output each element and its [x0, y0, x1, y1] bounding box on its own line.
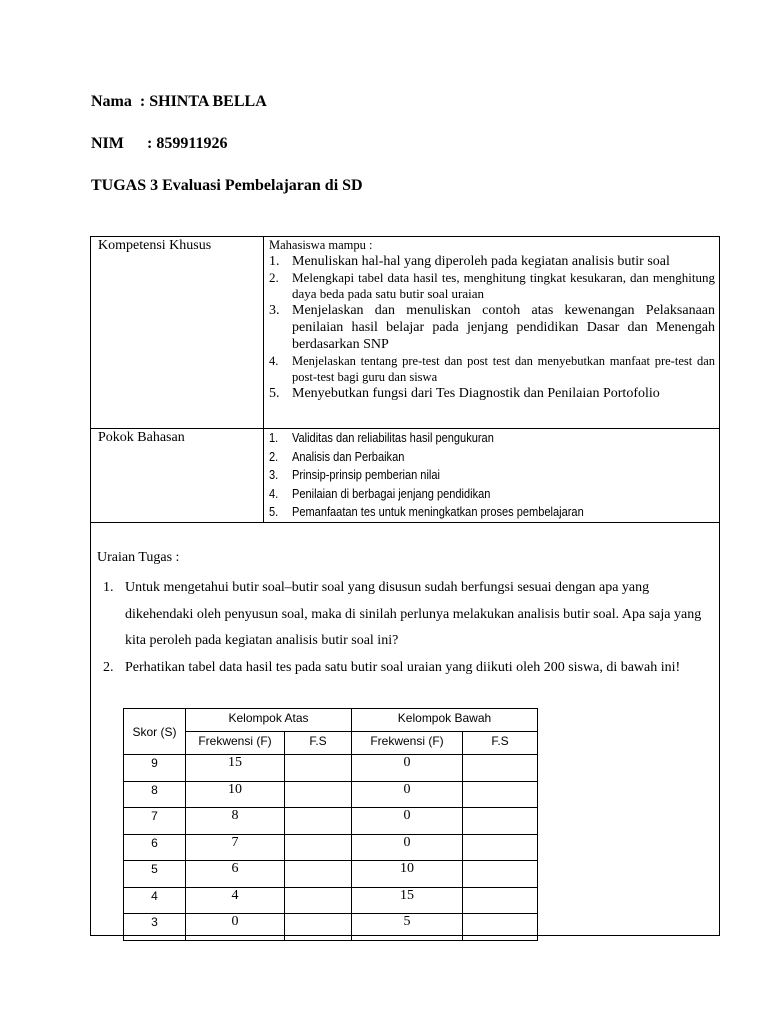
assignment-title: TUGAS 3 Evaluasi Pembelajaran di SD: [91, 177, 363, 194]
frekwensi-bawah-cell: 10: [352, 861, 463, 888]
frekwensi-bawah-cell: 0: [352, 781, 463, 808]
fs-atas-cell: [285, 808, 352, 835]
skor-header: Skor (S): [124, 709, 186, 755]
table-header-row: [124, 709, 538, 732]
frekwensi-atas-cell: 0: [186, 914, 285, 941]
table-row: [124, 781, 538, 808]
fs-bawah-cell: [463, 887, 538, 914]
uraian-list: [97, 575, 715, 682]
fs-bawah-cell: [463, 808, 538, 835]
kompetensi-row: [91, 237, 719, 429]
frekwensi-atas-cell: 6: [186, 861, 285, 888]
frekwensi-bawah-cell: 0: [352, 808, 463, 835]
name-label: Nama: [91, 93, 132, 110]
table-row: [124, 808, 538, 835]
pokok-row: [91, 429, 719, 523]
skor-cell: 8: [124, 781, 186, 808]
nim-value: : 859911926: [147, 135, 228, 152]
fs-bawah-cell: [463, 781, 538, 808]
score-table: [123, 708, 538, 941]
kompetensi-list: [269, 253, 715, 402]
table-row: [124, 755, 538, 782]
fs-bawah-cell: [463, 861, 538, 888]
fs-atas-cell: [285, 781, 352, 808]
fs-bawah-cell: [463, 914, 538, 941]
fs-atas-cell: [285, 861, 352, 888]
list-item: 1. Validitas dan reliabilitas hasil pengukuran: [269, 430, 494, 445]
uraian-tugas: [97, 548, 715, 682]
frekwensi-atas-cell: 4: [186, 887, 285, 914]
frekwensi-atas-cell: 7: [186, 834, 285, 861]
fs-bawah-cell: [463, 834, 538, 861]
list-item: 3. Prinsip-prinsip pemberian nilai: [269, 467, 440, 483]
kompetensi-label: Kompetensi Khusus: [98, 238, 212, 253]
frekwensi-atas-cell: 15: [186, 755, 285, 782]
frekwensi-atas-cell: 10: [186, 781, 285, 808]
list-item: 1. Menuliskan hal-hal yang diperoleh pada kegiatan analisis butir soal: [269, 254, 670, 269]
fs-bawah-cell: [463, 755, 538, 782]
skor-cell: 5: [124, 861, 186, 888]
kelompok-bawah-header: Kelompok Bawah: [352, 709, 538, 732]
table-row: [124, 914, 538, 941]
name-line: [91, 93, 267, 111]
name-value: : SHINTA BELLA: [139, 93, 267, 110]
table-row: [124, 887, 538, 914]
nim-line: [91, 135, 227, 153]
nim-label: NIM: [91, 135, 124, 152]
pokok-list: [269, 429, 648, 522]
fs-bawah-header: F.S: [463, 732, 538, 755]
list-item: 2. Analisis dan Perbaikan: [269, 448, 405, 464]
table-subheader-row: [124, 732, 538, 755]
fs-atas-cell: [285, 755, 352, 782]
pokok-label: Pokok Bahasan: [98, 430, 185, 445]
fs-atas-cell: [285, 887, 352, 914]
fs-atas-cell: [285, 914, 352, 941]
skor-cell: 3: [124, 914, 186, 941]
skor-cell: 9: [124, 755, 186, 782]
column-divider: [263, 429, 264, 522]
frekwensi-bawah-cell: 5: [352, 914, 463, 941]
skor-cell: 6: [124, 834, 186, 861]
frekwensi-bawah-header: Frekwensi (F): [352, 732, 463, 755]
list-item: 5. Menyebutkan fungsi dari Tes Diagnostik dan Penilaian Portofolio: [269, 386, 660, 401]
list-item: 2. Perhatikan tabel data hasil tes pada satu butir soal uraian yang diikuti oleh 200 siswa, di bawah ini!: [103, 660, 681, 676]
list-item: 4. Penilaian di berbagai jenjang pendidikan: [269, 485, 491, 501]
table-row: [124, 834, 538, 861]
list-item: 4. Menjelaskan tentang pre-test dan post test dan menyebutkan manfaat pre-test dan post-test bagi guru dan siswa: [269, 354, 715, 384]
fs-atas-cell: [285, 834, 352, 861]
list-item: 2. Melengkapi tabel data hasil tes, menghitung tingkat kesukaran, dan menghitung daya beda pada satu butir soal uraian: [269, 270, 715, 301]
table-row: [124, 861, 538, 888]
skor-cell: 4: [124, 887, 186, 914]
frekwensi-bawah-cell: 15: [352, 887, 463, 914]
frekwensi-atas-header: Frekwensi (F): [186, 732, 285, 755]
fs-atas-header: F.S: [285, 732, 352, 755]
frekwensi-bawah-cell: 0: [352, 834, 463, 861]
list-item: 3. Menjelaskan dan menuliskan contoh atas kewenangan Pelaksanaan penilaian hasil belajar pada jenjang pendidikan Dasar dan Menengah berdasarkan SNP: [269, 303, 715, 352]
list-item: 5. Pemanfaatan tes untuk meningkatkan proses pembelajaran: [269, 504, 584, 520]
column-divider: [263, 237, 264, 428]
kompetensi-content: [269, 238, 715, 402]
list-item: 1. Untuk mengetahui butir soal–butir soal yang disusun sudah berfungsi sesuai dengan apa yang dikehendaki oleh penyusun soal, maka di sinilah perlunya melakukan analisis butir soal. Apa saja yang kita peroleh pada kegiatan analisis butir soal ini?: [103, 580, 702, 649]
frekwensi-bawah-cell: 0: [352, 755, 463, 782]
kompetensi-intro: Mahasiswa mampu :: [269, 238, 373, 252]
uraian-label: Uraian Tugas :: [97, 550, 180, 565]
skor-cell: 7: [124, 808, 186, 835]
kelompok-atas-header: Kelompok Atas: [186, 709, 352, 732]
frekwensi-atas-cell: 8: [186, 808, 285, 835]
